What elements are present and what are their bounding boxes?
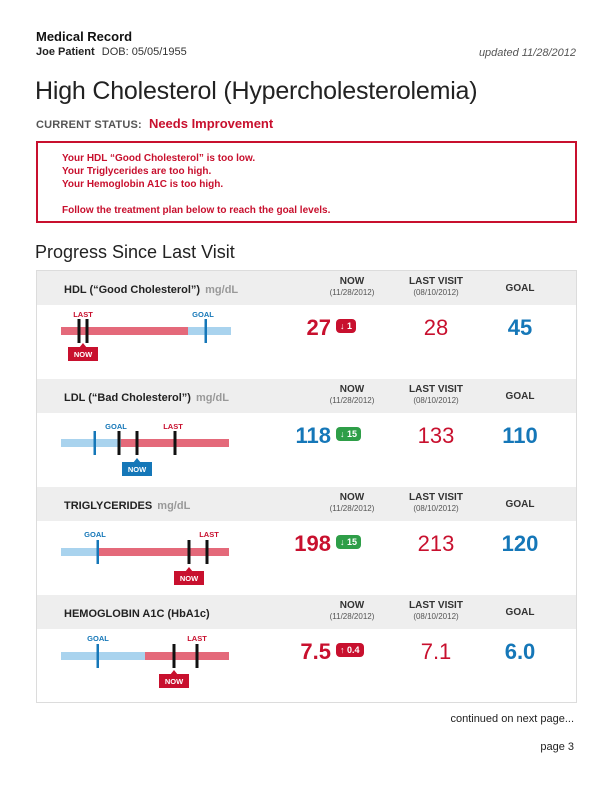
last-column-header bbox=[401, 600, 471, 622]
last-marker bbox=[206, 540, 209, 564]
alert-line: Your Triglycerides are too high. bbox=[62, 166, 212, 177]
last-header-date: (08/10/2012) bbox=[413, 288, 459, 297]
last-gauge-label: LAST bbox=[187, 634, 207, 643]
metric-row bbox=[37, 595, 576, 703]
now-gauge-label: NOW bbox=[164, 677, 184, 686]
goal-marker bbox=[94, 431, 97, 455]
metric-row bbox=[37, 271, 576, 379]
metric-header bbox=[37, 271, 576, 305]
goal-gauge-label: GOAL bbox=[84, 530, 106, 539]
document-title: Medical Record bbox=[36, 29, 133, 44]
patient-name: Joe Patient bbox=[36, 46, 95, 58]
metric-unit: mg/dL bbox=[157, 500, 191, 512]
gauge-segment bbox=[98, 548, 229, 556]
now-header-date: (11/28/2012) bbox=[329, 504, 375, 513]
goal-gauge-label: GOAL bbox=[105, 422, 127, 431]
alert-line: Your HDL “Good Cholesterol” is too low. bbox=[62, 153, 256, 164]
metric-name bbox=[64, 284, 238, 296]
goal-marker bbox=[97, 540, 100, 564]
last-header-label: LAST VISIT bbox=[409, 600, 463, 611]
goal-value: 120 bbox=[501, 531, 539, 556]
goal-gauge-label: GOAL bbox=[87, 634, 109, 643]
now-marker bbox=[188, 540, 191, 564]
goal-value: 6.0 bbox=[504, 639, 536, 664]
now-column-header bbox=[317, 492, 387, 514]
now-marker bbox=[136, 431, 139, 455]
now-gauge-label: NOW bbox=[127, 465, 147, 474]
last-column-header bbox=[401, 276, 471, 298]
section-title: Progress Since Last Visit bbox=[35, 242, 235, 262]
goal-value: 45 bbox=[507, 315, 533, 340]
condition-title: High Cholesterol (Hypercholesterolemia) bbox=[35, 77, 478, 105]
metric-name bbox=[64, 608, 212, 620]
change-badge: ↓ 15 bbox=[336, 535, 361, 549]
last-header-date: (08/10/2012) bbox=[413, 612, 459, 621]
last-visit-value: 133 bbox=[417, 423, 455, 448]
last-header-label: LAST VISIT bbox=[409, 384, 463, 395]
now-value: 27 bbox=[306, 315, 331, 340]
current-status bbox=[36, 116, 273, 131]
last-gauge-label: LAST bbox=[163, 422, 183, 431]
change-badge: ↑ 0.4 bbox=[336, 643, 364, 657]
last-column-header bbox=[401, 384, 471, 406]
last-header-date: (08/10/2012) bbox=[413, 504, 459, 513]
metric-row bbox=[37, 379, 576, 487]
now-column-header bbox=[317, 276, 387, 298]
now-gauge-label: NOW bbox=[179, 574, 199, 583]
goal-value: 110 bbox=[502, 423, 538, 448]
metric-unit: mg/dL bbox=[205, 284, 239, 296]
now-marker bbox=[173, 644, 176, 668]
now-marker bbox=[118, 431, 121, 455]
now-header-label: NOW bbox=[339, 600, 365, 611]
change-badge: ↓ 15 bbox=[336, 427, 361, 441]
now-value: 7.5 bbox=[300, 639, 331, 664]
metric-header bbox=[37, 487, 576, 521]
goal-marker bbox=[205, 319, 208, 343]
alert-line: Your Hemoglobin A1C is too high. bbox=[62, 179, 224, 190]
last-gauge-label: LAST bbox=[199, 530, 219, 539]
patient-dob: DOB: 05/05/1955 bbox=[101, 46, 187, 58]
last-column-header bbox=[401, 492, 471, 514]
gauge-segment bbox=[61, 652, 145, 660]
now-header-date: (11/28/2012) bbox=[329, 396, 375, 405]
now-marker bbox=[86, 319, 89, 343]
last-marker bbox=[78, 319, 81, 343]
range-gauge bbox=[61, 413, 261, 487]
alert-box bbox=[36, 141, 577, 223]
metric-label: HEMOGLOBIN A1C (HbA1c) bbox=[64, 608, 210, 620]
last-header-date: (08/10/2012) bbox=[413, 396, 459, 405]
range-gauge bbox=[61, 629, 261, 703]
last-header-label: LAST VISIT bbox=[409, 492, 463, 503]
now-value: 198 bbox=[294, 531, 331, 556]
progress-table bbox=[36, 270, 577, 703]
last-marker bbox=[174, 431, 177, 455]
metric-header bbox=[37, 379, 576, 413]
gauge-segment bbox=[145, 652, 229, 660]
metric-label: LDL (“Bad Cholesterol”) bbox=[64, 392, 191, 404]
record-header bbox=[36, 29, 576, 58]
status-label: CURRENT STATUS: bbox=[36, 119, 142, 131]
goal-column-header: GOAL bbox=[505, 499, 535, 510]
metric-label: HDL (“Good Cholesterol”) bbox=[64, 284, 201, 296]
continued-note: continued on next page... bbox=[450, 713, 574, 725]
gauge-segment bbox=[61, 548, 98, 556]
metric-unit: mg/dL bbox=[195, 392, 229, 404]
page-number: page 3 bbox=[540, 741, 574, 753]
goal-column-header: GOAL bbox=[505, 607, 535, 618]
now-value: 118 bbox=[295, 423, 331, 448]
metric-row bbox=[37, 487, 576, 595]
last-visit-value: 28 bbox=[423, 315, 449, 340]
last-gauge-label: LAST bbox=[73, 310, 93, 319]
now-column-header bbox=[317, 384, 387, 406]
now-header-date: (11/28/2012) bbox=[329, 288, 375, 297]
goal-column-header: GOAL bbox=[505, 391, 535, 402]
range-gauge bbox=[61, 521, 261, 595]
status-value: Needs Improvement bbox=[148, 116, 274, 131]
last-marker bbox=[196, 644, 199, 668]
metric-header bbox=[37, 595, 576, 629]
gauge-segment bbox=[188, 327, 231, 335]
goal-marker bbox=[97, 644, 100, 668]
gauge-segment bbox=[61, 439, 121, 447]
metric-label: TRIGLYCERIDES bbox=[64, 500, 153, 512]
change-badge: ↓ 1 bbox=[336, 319, 356, 333]
last-header-label: LAST VISIT bbox=[409, 276, 463, 287]
now-header-label: NOW bbox=[339, 384, 365, 395]
now-gauge-label: NOW bbox=[73, 350, 93, 359]
last-visit-value: 7.1 bbox=[420, 639, 452, 664]
alert-action: Follow the treatment plan below to reach the goal levels. bbox=[62, 205, 331, 216]
metric-name bbox=[64, 500, 190, 512]
now-header-label: NOW bbox=[339, 276, 365, 287]
range-gauge bbox=[61, 305, 261, 379]
now-column-header bbox=[317, 600, 387, 622]
now-header-date: (11/28/2012) bbox=[329, 612, 375, 621]
goal-gauge-label: GOAL bbox=[192, 310, 214, 319]
updated-date: updated 11/28/2012 bbox=[478, 47, 576, 59]
now-header-label: NOW bbox=[339, 492, 365, 503]
goal-column-header: GOAL bbox=[505, 283, 535, 294]
metric-name bbox=[64, 392, 229, 404]
last-visit-value: 213 bbox=[417, 531, 455, 556]
